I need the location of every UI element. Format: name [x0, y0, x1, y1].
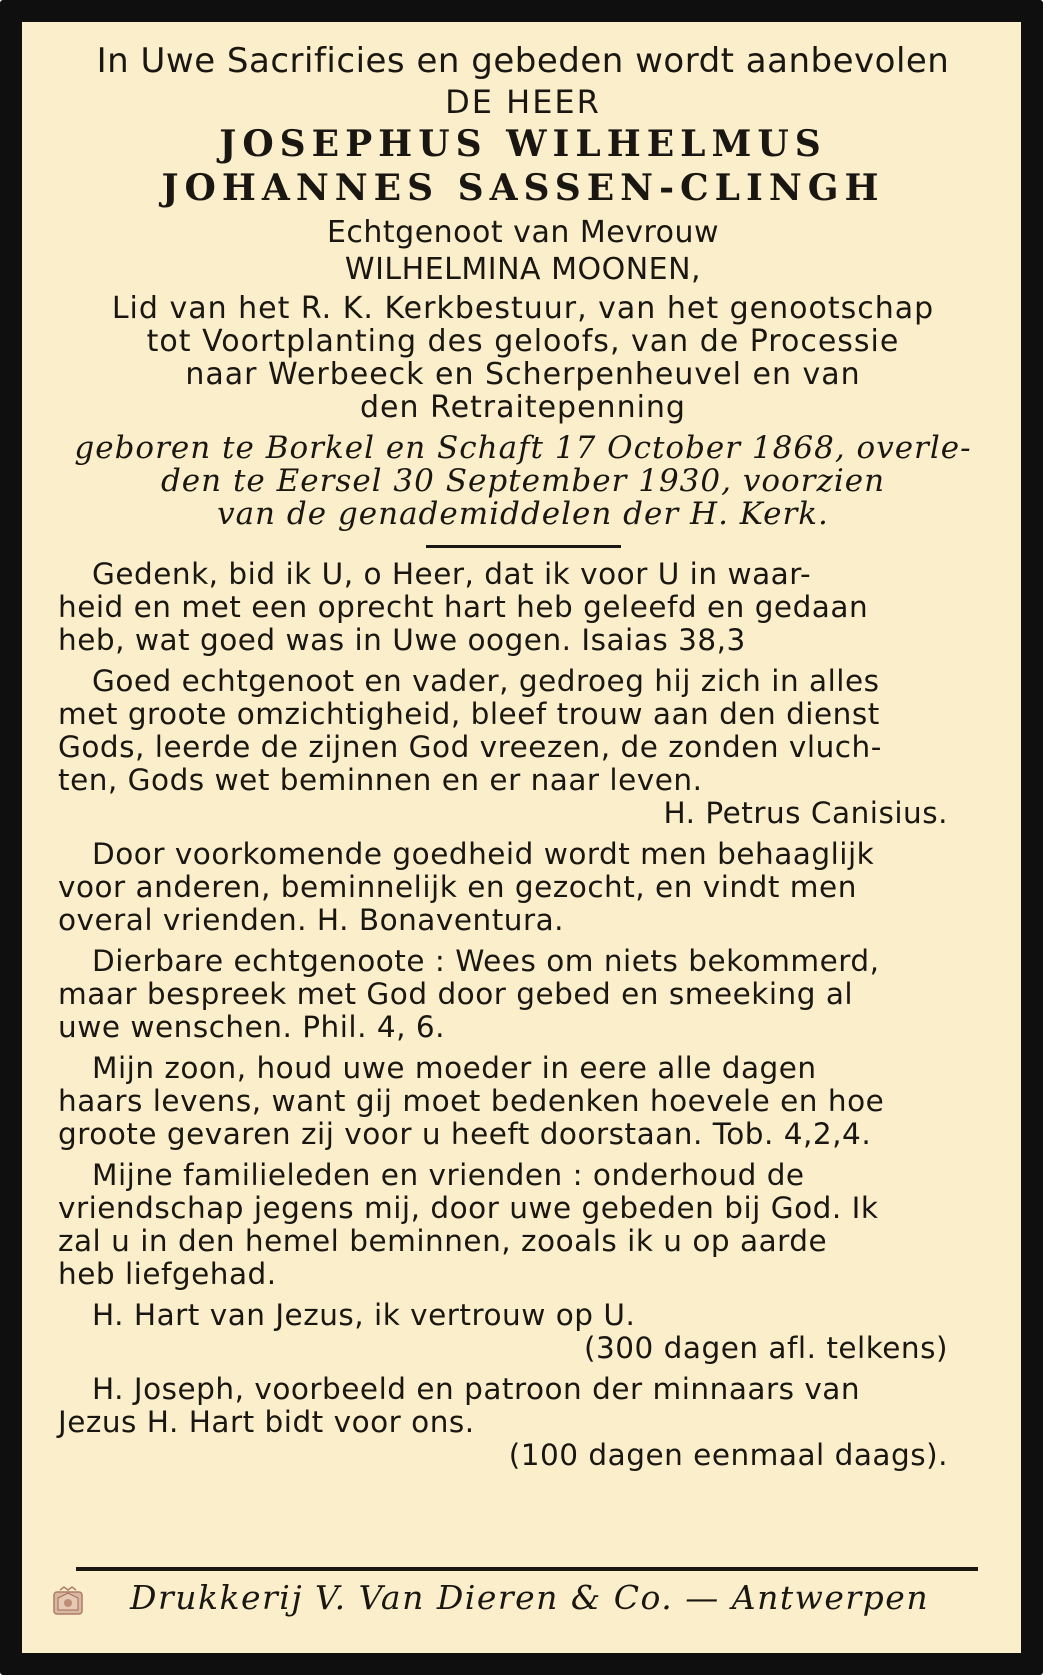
- verse-line: Goed echtgenoot en vader, gedroeg hij zich in alles: [92, 664, 880, 698]
- birth-death: [58, 432, 988, 531]
- name-line-2: JOHANNES SASSEN-CLINGH: [161, 167, 885, 209]
- verse-line: uwe wenschen.: [58, 1010, 293, 1044]
- verse-tobit: [58, 1052, 988, 1151]
- birth-line: geboren te Borkel en Schaft 17 October 1868, overle-: [74, 430, 972, 466]
- verse-reference: Tob. 4,2,4.: [712, 1117, 872, 1151]
- verse-line: heb liefgehad.: [58, 1257, 277, 1291]
- verse-line: ten, Gods wet beminnen en er naar leven.: [58, 763, 703, 797]
- printer-emblem-icon: [48, 1584, 88, 1620]
- verse-bonaventura: [58, 838, 988, 937]
- membership-line: den Retraitepenning: [360, 390, 686, 425]
- footer-divider: [76, 1567, 978, 1571]
- prayer-sacred-heart: [58, 1299, 988, 1365]
- title-line: DE HEER: [445, 83, 601, 121]
- indulgence-note: (100 dagen eenmaal daags).: [508, 1438, 948, 1472]
- verse-line: Mijn zoon, houd uwe moeder in eere alle dagen: [92, 1051, 817, 1085]
- verse-canisius: [58, 665, 988, 830]
- spouse-intro: Echtgenoot van Mevrouw: [326, 215, 720, 250]
- name-line-1: JOSEPHUS WILHELMUS: [219, 123, 827, 165]
- membership: [58, 292, 988, 424]
- verse-line: maar bespreek met God door gebed en smeeking al: [58, 977, 854, 1011]
- verse-line: groote gevaren zij voor u heeft doorstaan.: [58, 1117, 703, 1151]
- verse-last-line: [58, 1011, 988, 1044]
- indulgence-note: (300 dagen afl. telkens): [583, 1331, 948, 1365]
- verse-line: overal vrienden.: [58, 903, 308, 937]
- printer-credit: Drukkerij V. Van Dieren & Co. — Antwerpen: [130, 1578, 930, 1617]
- verse-line: voor anderen, beminnelijk en gezocht, en vindt men: [58, 870, 857, 904]
- prayer-line: H. Joseph, voorbeeld en patroon der minnaars van: [92, 1372, 861, 1406]
- verse-line: heid en met een oprecht hart heb geleefd en gedaan: [58, 590, 869, 624]
- membership-line: Lid van het R. K. Kerkbestuur, van het genootschap: [111, 291, 935, 326]
- verse-line: Door voorkomende goedheid wordt men behaaglijk: [92, 837, 875, 871]
- birth-line: van de genademiddelen der H. Kerk.: [217, 496, 829, 532]
- membership-line: naar Werbeeck en Scherpenheuvel en van: [185, 357, 861, 392]
- verse-last-line: [58, 904, 988, 937]
- prayer-joseph: [58, 1373, 988, 1472]
- divider: [426, 545, 621, 548]
- verse-reference: H. Bonaventura.: [316, 903, 565, 937]
- verse-reference: Phil. 4, 6.: [302, 1010, 446, 1044]
- prayer-line: H. Hart van Jezus, ik vertrouw op U.: [92, 1298, 636, 1332]
- membership-line: tot Voortplanting des geloofs, van de Processie: [146, 324, 900, 359]
- birth-line: den te Eersel 30 September 1930, voorzien: [160, 463, 886, 499]
- farewell-paragraph: [58, 1159, 988, 1291]
- verse-line: zal u in den hemel beminnen, zooals ik u op aarde: [58, 1224, 828, 1258]
- verse-reference: H. Petrus Canisius.: [663, 796, 948, 830]
- verse-line: heb, wat goed was in Uwe oogen.: [58, 623, 572, 657]
- verse-philippians: [58, 945, 988, 1044]
- verse-last-line: [58, 624, 988, 657]
- verse-line: Dierbare echtgenoote : Wees om niets bekommerd,: [92, 944, 880, 978]
- verse-reference: Isaias 38,3: [581, 623, 746, 657]
- card-content: [58, 40, 988, 1480]
- verse-line: Gedenk, bid ik U, o Heer, dat ik voor U in waar-: [92, 557, 812, 591]
- verse-line: Mijne familieleden en vrienden : onderhoud de: [92, 1158, 805, 1192]
- verse-isaias: [58, 558, 988, 657]
- intro-line: In Uwe Sacrificies en gebeden wordt aanbevolen: [96, 41, 950, 81]
- verse-line: vriendschap jegens mij, door uwe gebeden bij God. Ik: [58, 1191, 879, 1225]
- verse-line: met groote omzichtigheid, bleef trouw aan den dienst: [58, 697, 880, 731]
- verse-last-line: [58, 1118, 988, 1151]
- prayer-line: Jezus H. Hart bidt voor ons.: [58, 1405, 475, 1439]
- verse-line: haars levens, want gij moet bedenken hoevele en hoe: [58, 1084, 885, 1118]
- verse-line: Gods, leerde de zijnen God vreezen, de zonden vluch-: [58, 730, 882, 764]
- spouse-name: WILHELMINA MOONEN,: [344, 252, 702, 287]
